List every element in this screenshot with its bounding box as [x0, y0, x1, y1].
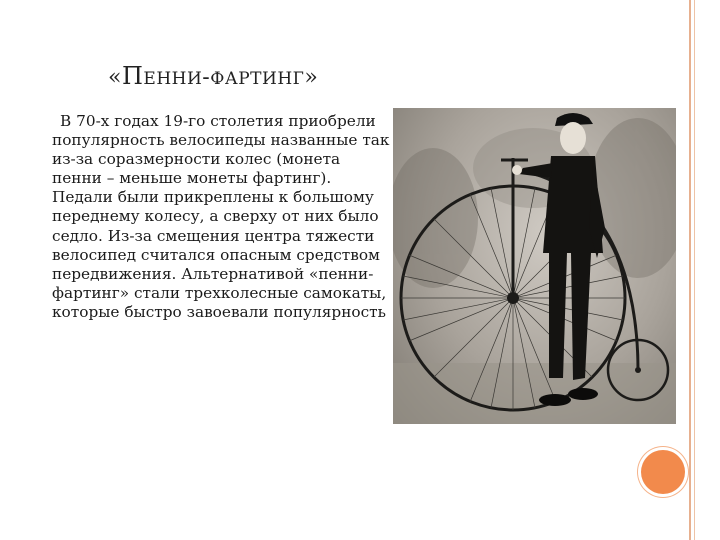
- penny-farthing-illustration: [393, 108, 676, 424]
- right-border-line-inner: [694, 0, 695, 540]
- orange-circle-icon: [641, 450, 685, 494]
- title-first-word-rest: ЕННИ: [143, 69, 203, 89]
- ground: [393, 363, 676, 424]
- title-open-quote: «: [108, 65, 122, 90]
- background-foliage: [393, 118, 676, 288]
- title-close-quote: »: [304, 65, 319, 90]
- slide-title: [108, 62, 438, 90]
- right-border-line: [689, 0, 691, 540]
- penny-farthing-photo: [393, 108, 676, 424]
- body-paragraph: В 70-х годах 19-го столетия приобрели популярность велосипеды названные так из-за соразмерности колес (монета пенни – меньше монеты фартинг). Педали были прикреплены к большому переднему колесу, а сверху от них было седло. Из-за смещения центра тяжести велосипед считался опасным средством передвижения. Альтернативой «пенни-фартинг» стали трехколесные самокаты, которые быстро завоевали популярность: [52, 112, 390, 321]
- title-dash: -: [202, 65, 211, 90]
- title-second-word: ФАРТИНГ: [210, 69, 305, 89]
- title-first-letter: П: [121, 62, 144, 90]
